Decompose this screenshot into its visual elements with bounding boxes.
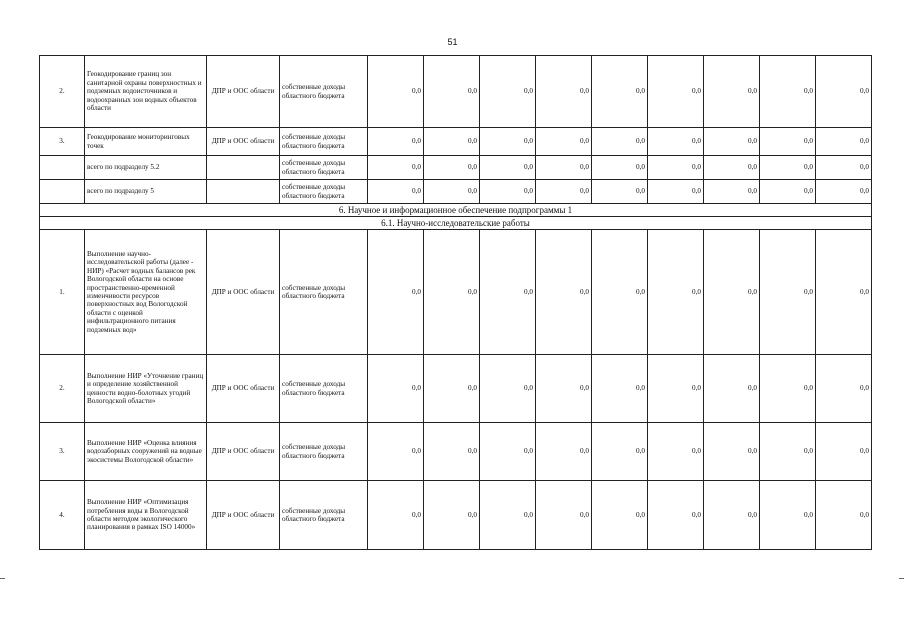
amount-cell: 0,0 — [592, 56, 648, 128]
amount-cell: 0,0 — [424, 180, 480, 204]
amount-cell: 0,0 — [704, 481, 760, 550]
amount-cell: 0,0 — [760, 423, 816, 481]
amount-cell: 0,0 — [648, 56, 704, 128]
table-row — [40, 128, 872, 156]
amount-cell: 0,0 — [648, 180, 704, 204]
amount-cell: 0,0 — [760, 56, 816, 128]
activity-name: Выполнение научно-исследовательской работы (далее - НИР) «Расчет водных балансов рек Вологодской области на основе пространственно-временной изменчивости ресурсов поверхностных вод Вологодской области с оценкой инфильтрационного питания подземных вод» — [85, 230, 207, 355]
row-number: 2. — [40, 355, 85, 423]
amount-cell: 0,0 — [536, 423, 592, 481]
row-number: 4. — [40, 481, 85, 550]
amount-cell: 0,0 — [424, 230, 480, 355]
amount-cell: 0,0 — [592, 355, 648, 423]
row-number: 2. — [40, 56, 85, 128]
amount-cell: 0,0 — [704, 56, 760, 128]
amount-cell: 0,0 — [480, 128, 536, 156]
amount-cell: 0,0 — [536, 128, 592, 156]
amount-cell: 0,0 — [648, 230, 704, 355]
amount-cell: 0,0 — [368, 230, 424, 355]
responsible-executor: ДПР и ООС области — [207, 128, 280, 156]
responsible-executor — [207, 156, 280, 180]
funding-source: собственные доходы областного бюджета — [280, 180, 368, 204]
amount-cell: 0,0 — [760, 156, 816, 180]
funding-source: собственные доходы областного бюджета — [280, 481, 368, 550]
funding-source: собственные доходы областного бюджета — [280, 230, 368, 355]
amount-cell: 0,0 — [704, 355, 760, 423]
amount-cell: 0,0 — [536, 355, 592, 423]
amount-cell: 0,0 — [760, 180, 816, 204]
responsible-executor — [207, 180, 280, 204]
table-row — [40, 481, 872, 550]
table-row — [40, 230, 872, 355]
amount-cell: 0,0 — [480, 230, 536, 355]
activity-name: всего по подразделу 5.2 — [85, 156, 207, 180]
amount-cell: 0,0 — [760, 355, 816, 423]
amount-cell: 0,0 — [368, 423, 424, 481]
amount-cell: 0,0 — [592, 481, 648, 550]
row-number: 3. — [40, 128, 85, 156]
amount-cell: 0,0 — [424, 423, 480, 481]
amount-cell: 0,0 — [704, 423, 760, 481]
subsection-6-1-rows — [40, 230, 872, 550]
subsection-5-2-rows — [40, 56, 872, 204]
amount-cell: 0,0 — [760, 230, 816, 355]
responsible-executor: ДПР и ООС области — [207, 355, 280, 423]
page-number: 51 — [447, 37, 458, 47]
amount-cell: 0,0 — [648, 156, 704, 180]
activity-name: Геокодирование мониторинговых точек — [85, 128, 207, 156]
amount-cell: 0,0 — [648, 481, 704, 550]
amount-cell: 0,0 — [592, 128, 648, 156]
table-row — [40, 423, 872, 481]
amount-cell: 0,0 — [536, 230, 592, 355]
amount-cell: 0,0 — [816, 180, 872, 204]
amount-cell: 0,0 — [536, 180, 592, 204]
amount-cell: 0,0 — [368, 180, 424, 204]
row-number — [40, 180, 85, 204]
row-number: 3. — [40, 423, 85, 481]
activity-name: всего по подразделу 5 — [85, 180, 207, 204]
table-row — [40, 180, 872, 204]
responsible-executor: ДПР и ООС области — [207, 230, 280, 355]
amount-cell: 0,0 — [760, 128, 816, 156]
amount-cell: 0,0 — [592, 156, 648, 180]
amount-cell: 0,0 — [816, 156, 872, 180]
amount-cell: 0,0 — [480, 180, 536, 204]
activity-name: Геокодирование границ зон санитарной охраны поверхностных и подземных водоисточников и водоохранных зон водных объектов области — [85, 56, 207, 128]
amount-cell: 0,0 — [424, 481, 480, 550]
amount-cell: 0,0 — [536, 156, 592, 180]
budget-table — [39, 55, 872, 550]
amount-cell: 0,0 — [704, 128, 760, 156]
amount-cell: 0,0 — [480, 56, 536, 128]
activity-name: Выполнение НИР «Оптимизация потребления воды в Вологодской области методом экологического планирования в рамках ISO 14000» — [85, 481, 207, 550]
activity-name: Выполнение НИР «Уточнение границ и определение хозяйственной ценности водно-болотных угодий Вологодской области» — [85, 355, 207, 423]
activity-name: Выполнение НИР «Оценка влияния водозаборных сооружений на водные экосистемы Вологодской области» — [85, 423, 207, 481]
amount-cell: 0,0 — [424, 128, 480, 156]
amount-cell: 0,0 — [592, 230, 648, 355]
amount-cell: 0,0 — [592, 180, 648, 204]
right-edge-mark — [899, 578, 904, 579]
amount-cell: 0,0 — [424, 156, 480, 180]
amount-cell: 0,0 — [704, 230, 760, 355]
amount-cell: 0,0 — [816, 355, 872, 423]
amount-cell: 0,0 — [368, 156, 424, 180]
amount-cell: 0,0 — [816, 56, 872, 128]
funding-source: собственные доходы областного бюджета — [280, 128, 368, 156]
table-row — [40, 56, 872, 128]
amount-cell: 0,0 — [368, 128, 424, 156]
amount-cell: 0,0 — [368, 56, 424, 128]
amount-cell: 0,0 — [480, 156, 536, 180]
table-row — [40, 156, 872, 180]
row-number: 1. — [40, 230, 85, 355]
subsection-6-1-title: 6.1. Научно-исследовательские работы — [40, 217, 872, 230]
amount-cell: 0,0 — [648, 128, 704, 156]
amount-cell: 0,0 — [368, 355, 424, 423]
amount-cell: 0,0 — [592, 423, 648, 481]
responsible-executor: ДПР и ООС области — [207, 481, 280, 550]
row-number — [40, 156, 85, 180]
amount-cell: 0,0 — [760, 481, 816, 550]
amount-cell: 0,0 — [704, 156, 760, 180]
funding-source: собственные доходы областного бюджета — [280, 156, 368, 180]
left-edge-mark — [0, 578, 5, 579]
responsible-executor: ДПР и ООС области — [207, 56, 280, 128]
funding-source: собственные доходы областного бюджета — [280, 423, 368, 481]
responsible-executor: ДПР и ООС области — [207, 423, 280, 481]
amount-cell: 0,0 — [648, 423, 704, 481]
amount-cell: 0,0 — [368, 481, 424, 550]
amount-cell: 0,0 — [816, 423, 872, 481]
table-row — [40, 355, 872, 423]
amount-cell: 0,0 — [480, 481, 536, 550]
amount-cell: 0,0 — [816, 128, 872, 156]
section-6-title: 6. Научное и информационное обеспечение подпрограммы 1 — [40, 204, 872, 217]
amount-cell: 0,0 — [648, 355, 704, 423]
amount-cell: 0,0 — [424, 355, 480, 423]
amount-cell: 0,0 — [480, 423, 536, 481]
amount-cell: 0,0 — [536, 56, 592, 128]
amount-cell: 0,0 — [424, 56, 480, 128]
amount-cell: 0,0 — [480, 355, 536, 423]
amount-cell: 0,0 — [536, 481, 592, 550]
amount-cell: 0,0 — [816, 230, 872, 355]
funding-source: собственные доходы областного бюджета — [280, 355, 368, 423]
amount-cell: 0,0 — [704, 180, 760, 204]
amount-cell: 0,0 — [816, 481, 872, 550]
funding-source: собственные доходы областного бюджета — [280, 56, 368, 128]
